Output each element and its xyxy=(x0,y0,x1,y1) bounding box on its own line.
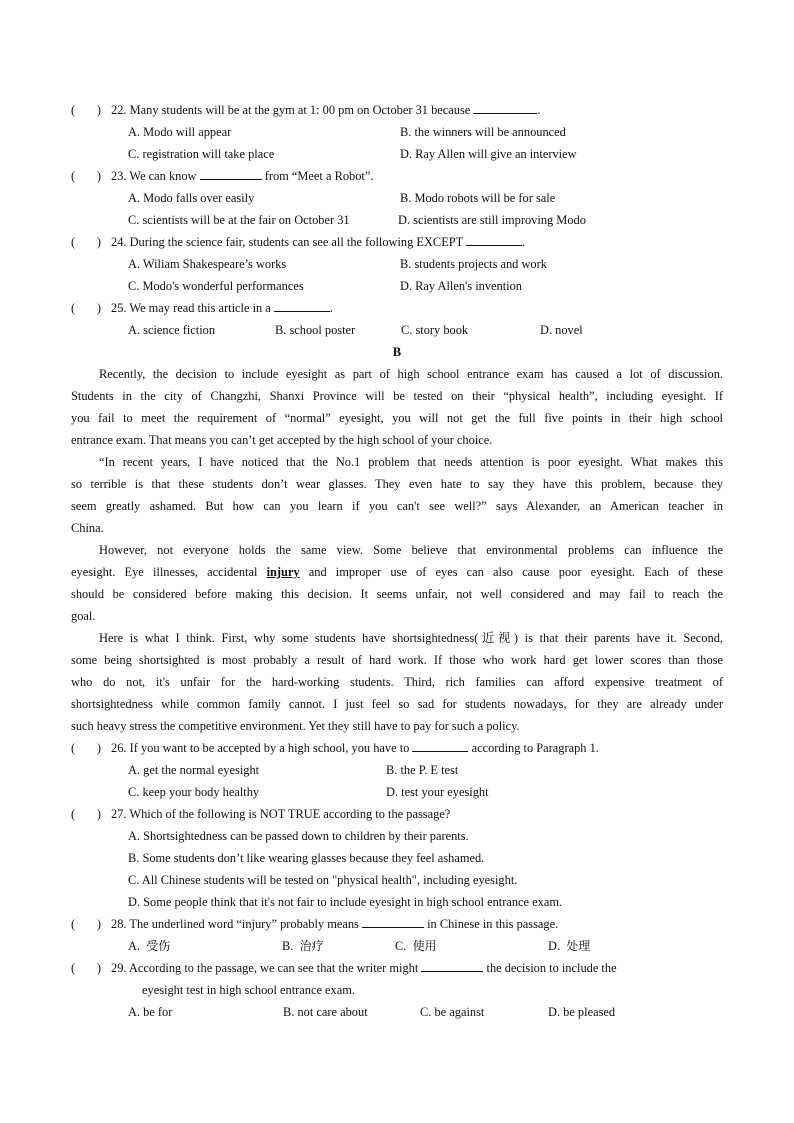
option-c[interactable]: C. Modo's wonderful performances xyxy=(128,279,304,293)
answer-bracket[interactable]: ( ) xyxy=(71,103,101,117)
underlined-word: injury xyxy=(266,565,300,579)
option-a[interactable]: A. Wiliam Shakespeare’s works xyxy=(128,257,287,271)
question-stem: 29. According to the passage, we can see that the writer might the decision to include the xyxy=(111,961,617,975)
option-a[interactable]: A. be for xyxy=(128,1005,173,1019)
option-c[interactable]: C. 使用 xyxy=(395,939,437,953)
option-d[interactable]: D. Ray Allen will give an interview xyxy=(400,147,577,161)
paragraph-line: seem greatly ashamed. But how can you learn if you can't see well?” says Alexander, an American teacher in xyxy=(71,499,723,513)
option-d[interactable]: D. scientists are still improving Modo xyxy=(398,213,586,227)
option-c[interactable]: C. All Chinese students will be tested on "physical health", including eyesight. xyxy=(128,873,518,887)
option-b[interactable]: B. 治疗 xyxy=(282,939,324,953)
option-c[interactable]: C. registration will take place xyxy=(128,147,275,161)
paragraph-line: China. xyxy=(71,521,104,535)
question-stem: 28. The underlined word “injury” probably means in Chinese in this passage. xyxy=(111,917,559,931)
option-c[interactable]: C. story book xyxy=(401,323,469,337)
answer-blank xyxy=(362,916,424,928)
paragraph-line: should be considered before making this decision. It seems unfair, not well considered and may fail to reach the xyxy=(71,587,723,601)
question-stem: 27. Which of the following is NOT TRUE according to the passage? xyxy=(111,807,451,821)
paragraph-line: who do not, it's unfair for the hard-working students. Third, rich families can afford expensive treatment of xyxy=(71,675,723,689)
option-a[interactable]: A. science fiction xyxy=(128,323,216,337)
option-c[interactable]: C. be against xyxy=(420,1005,485,1019)
answer-bracket[interactable]: ( ) xyxy=(71,169,101,183)
option-c[interactable]: C. keep your body healthy xyxy=(128,785,260,799)
paragraph-line: some being shortsighted is most probably a result of hard work. If those who work hard get lower scores than those xyxy=(71,653,723,667)
paragraph-line: shortsightedness while common family cannot. I just feel so sad for students nowadays, for they are already under xyxy=(71,697,723,711)
option-b[interactable]: B. school poster xyxy=(275,323,356,337)
option-d[interactable]: D. Some people think that it's not fair to include eyesight in high school entrance exam. xyxy=(128,895,563,909)
answer-blank xyxy=(473,102,537,114)
option-b[interactable]: B. Modo robots will be for sale xyxy=(400,191,556,205)
paragraph-line: so terrible is that these students don’t wear glasses. They even hate to say they have this problem, because they xyxy=(71,477,723,491)
answer-bracket[interactable]: ( ) xyxy=(71,917,101,931)
answer-blank xyxy=(421,960,483,972)
answer-blank xyxy=(412,740,468,752)
answer-bracket[interactable]: ( ) xyxy=(71,301,101,315)
option-b[interactable]: B. the P. E test xyxy=(386,763,459,777)
option-d[interactable]: D. test your eyesight xyxy=(386,785,489,799)
option-a[interactable]: A. get the normal eyesight xyxy=(128,763,260,777)
answer-blank xyxy=(274,300,330,312)
option-b[interactable]: B. the winners will be announced xyxy=(400,125,566,139)
paragraph-line: such heavy stress the competitive environment. Yet they still have to pay for such a policy. xyxy=(71,719,520,733)
paragraph-line: “In recent years, I have noticed that the No.1 problem that needs attention is poor eyesight. What makes this xyxy=(99,455,723,469)
paragraph-line: goal. xyxy=(71,609,96,623)
question-stem: 25. We may read this article in a . xyxy=(111,301,334,315)
option-d[interactable]: D. be pleased xyxy=(548,1005,616,1019)
paragraph-line: entrance exam. That means you can’t get accepted by the high school of your choice. xyxy=(71,433,493,447)
paragraph-line: Here is what I think. First, why some students have shortsightedness(近视) is that their parents have it. Second, xyxy=(99,631,723,645)
question-stem-continued: eyesight test in high school entrance exam. xyxy=(142,983,355,997)
answer-bracket[interactable]: ( ) xyxy=(71,235,101,249)
question-stem: 24. During the science fair, students can see all the following EXCEPT . xyxy=(111,235,526,249)
option-a[interactable]: A. Modo falls over easily xyxy=(128,191,255,205)
paragraph-line: you fail to meet the requirement of “normal” eyesight, you will not get the full five points in their high school xyxy=(71,411,723,425)
answer-blank xyxy=(466,234,522,246)
option-d[interactable]: D. novel xyxy=(540,323,583,337)
option-a[interactable]: A. Shortsightedness can be passed down to children by their parents. xyxy=(128,829,469,843)
option-c[interactable]: C. scientists will be at the fair on October 31 xyxy=(128,213,350,227)
option-d[interactable]: D. 处理 xyxy=(548,939,591,953)
answer-bracket[interactable]: ( ) xyxy=(71,961,101,975)
option-d[interactable]: D. Ray Allen's invention xyxy=(400,279,523,293)
option-a[interactable]: A. 受伤 xyxy=(128,939,171,953)
answer-bracket[interactable]: ( ) xyxy=(71,807,101,821)
option-a[interactable]: A. Modo will appear xyxy=(128,125,232,139)
answer-bracket[interactable]: ( ) xyxy=(71,741,101,755)
question-stem: 26. If you want to be accepted by a high school, you have to according to Paragraph 1. xyxy=(111,741,599,755)
option-b[interactable]: B. Some students don’t like wearing glasses because they feel ashamed. xyxy=(128,851,485,865)
option-b[interactable]: B. not care about xyxy=(283,1005,368,1019)
question-stem: 23. We can know from “Meet a Robot”. xyxy=(111,169,374,183)
paragraph-line: Recently, the decision to include eyesight as part of high school entrance exam has caused a lot of discussion. xyxy=(99,367,723,381)
paragraph-line: eyesight. Eye illnesses, accidental injury and improper use of eyes can also cause poor eyesight. Each of these xyxy=(71,565,724,579)
answer-blank xyxy=(200,168,262,180)
question-stem: 22. Many students will be at the gym at 1: 00 pm on October 31 because . xyxy=(111,103,541,117)
paragraph-line: However, not everyone holds the same view. Some believe that environmental problems can influence the xyxy=(99,543,723,557)
paragraph-line: Students in the city of Changzhi, Shanxi Province will be tested on their “physical health”, including eyesight. If xyxy=(71,389,723,403)
section-heading: B xyxy=(392,345,402,359)
option-b[interactable]: B. students projects and work xyxy=(400,257,547,271)
